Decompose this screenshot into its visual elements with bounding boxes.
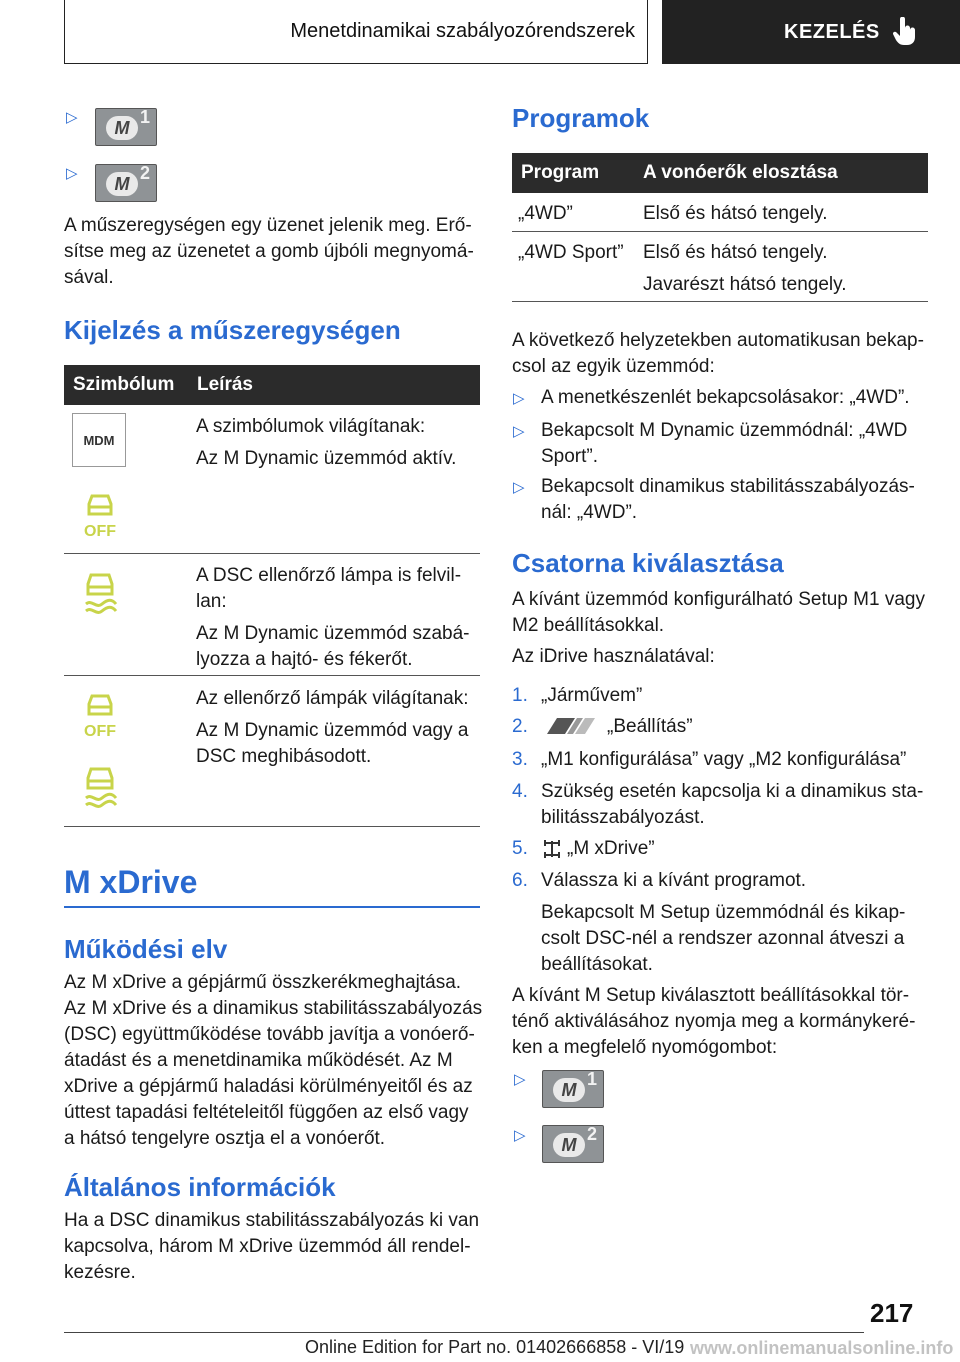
bullet-item — [541, 418, 907, 470]
text-line: a hátsó tengelyre osztja el a vonóerőt. — [64, 1128, 386, 1149]
text-line: kapcsolva, három M xDrive üzemmód áll rendel- — [64, 1236, 471, 1257]
m-letter: M — [553, 1078, 585, 1102]
svg-text:OFF: OFF — [84, 723, 116, 740]
auto-mode-paragraph — [512, 328, 924, 380]
idrive-intro: Az iDrive használatával: — [512, 646, 715, 667]
mdm-icon — [72, 413, 126, 467]
symbol-table-header — [64, 365, 480, 405]
bullet-marker-icon: ▷ — [513, 423, 525, 440]
text-line: lyozza a hajtó- és fékerőt. — [196, 649, 413, 670]
text-line: Bekapcsolt dinamikus stabilitásszabályozás- — [541, 476, 915, 497]
column-header-description: Leírás — [197, 374, 253, 395]
intro-paragraph — [64, 213, 474, 291]
symbol-row-3-description — [196, 686, 468, 770]
text-line: Bekapcsolt M Setup üzemmódnál és kikap- — [541, 902, 906, 923]
pointing-hand-icon — [892, 17, 918, 47]
heading-underline — [64, 906, 480, 908]
section-heading-programs: Programok — [512, 103, 650, 133]
text-line: A szimbólumok világítanak: — [196, 416, 426, 437]
header-section-title: Menetdinamikai szabályozórendszerek — [290, 20, 635, 42]
text-line: ken a megfelelő nyomógombot: — [512, 1037, 778, 1058]
text-line: Javarészt hátsó tengely. — [643, 274, 847, 295]
text-line: Ha a DSC dinamikus stabilitásszabályozás ki van — [64, 1210, 480, 1231]
m-letter: M — [106, 116, 138, 140]
text-line: bilitásszabályozást. — [541, 807, 705, 828]
m-letter: M — [553, 1133, 585, 1157]
dsc-warning-icon — [78, 760, 122, 810]
text-line: A következő helyzetekben automatikusan bekap- — [512, 330, 924, 351]
text-line: sítse meg az üzenetet a gomb újbóli megnyomá- — [64, 241, 474, 262]
text-line: xDrive a gépjármű haladási körülményeitől és az — [64, 1076, 473, 1097]
text-line: ténő aktiválásához nyomja meg a kormánykeré- — [512, 1011, 916, 1032]
text-line: Sport”. — [541, 446, 599, 467]
list-marker-icon: ▷ — [66, 165, 78, 182]
step-text — [541, 779, 923, 831]
edition-note: Online Edition for Part no. 01402666858 - VI/19 — [305, 1337, 685, 1357]
text-line: Az M Dynamic üzemmód aktív. — [196, 448, 457, 469]
m-stripes-icon — [545, 716, 597, 736]
text-line: Az ellenőrző lámpák világítanak: — [196, 688, 469, 709]
section-heading-display: Kijelzés a műszeregységen — [64, 315, 401, 345]
mdm-label: MDM — [83, 432, 115, 448]
m1-button-icon — [542, 1070, 604, 1108]
step-number: 2. — [512, 716, 528, 737]
step-text: „Járművem” — [541, 685, 643, 706]
list-marker-icon: ▷ — [514, 1071, 526, 1088]
section-heading-channel: Csatorna kiválasztása — [512, 548, 784, 578]
header-chapter-title: KEZELÉS — [784, 20, 880, 43]
channel-paragraph — [512, 587, 925, 639]
text-line: A kívánt M Setup kiválasztott beállításokkal tör- — [512, 985, 910, 1006]
table-divider — [512, 231, 928, 232]
text-line: (DSC) együttműködése tovább javítja a vonóerő- — [64, 1024, 475, 1045]
table-divider — [64, 675, 480, 676]
step-text: „Beállítás” — [607, 716, 693, 737]
column-header-distribution: A vonóerők elosztása — [643, 162, 838, 183]
step-text: „M xDrive” — [567, 838, 655, 859]
dsc-off-icon — [80, 486, 120, 540]
text-line: A menetkészenlét bekapcsolásakor: „4WD”. — [541, 387, 910, 408]
distribution-cell: Első és hátsó tengely. — [643, 203, 828, 224]
text-line: átadást és a menetdinamika működését. Az M — [64, 1050, 453, 1071]
text-line: beállításokat. — [541, 954, 653, 975]
list-marker-icon: ▷ — [514, 1127, 526, 1144]
text-line: Első és hátsó tengely. — [643, 242, 828, 263]
m-letter: M — [106, 172, 138, 196]
running-header-section — [64, 0, 648, 64]
text-line: A kívánt üzemmód konfigurálható Setup M1 vagy — [512, 589, 925, 610]
step-6-extra — [541, 900, 905, 978]
section-heading-general: Általános információk — [64, 1172, 336, 1202]
table-divider — [64, 826, 480, 827]
column-header-symbol: Szimbólum — [73, 374, 175, 395]
column-header-program: Program — [521, 162, 600, 183]
program-cell: „4WD” — [518, 203, 573, 224]
step-number: 3. — [512, 749, 528, 770]
m1-button-icon — [95, 108, 157, 146]
bullet-item — [541, 474, 915, 526]
text-line: Az M xDrive a gépjármű összkerékmeghajtása. — [64, 972, 462, 993]
list-marker-icon: ▷ — [66, 109, 78, 126]
symbol-row-1-description — [196, 414, 456, 472]
text-line: sával. — [64, 267, 114, 288]
store-paragraph — [512, 983, 915, 1061]
text-line: Az M xDrive és a dinamikus stabilitásszabályozás — [64, 998, 483, 1019]
general-paragraph — [64, 1208, 479, 1286]
m-number: 1 — [139, 107, 150, 127]
text-line: csolt DSC-nél a rendszer azonnal átveszi a — [541, 928, 905, 949]
text-line: A műszeregységen egy üzenet jelenik meg. Erő- — [64, 215, 472, 236]
table-divider — [512, 301, 928, 302]
text-line: Az M Dynamic üzemmód szabá- — [196, 623, 470, 644]
text-line: DSC meghibásodott. — [196, 746, 372, 767]
step-number: 4. — [512, 781, 528, 802]
bullet-marker-icon: ▷ — [513, 479, 525, 496]
section-heading-principle: Működési elv — [64, 934, 228, 964]
svg-text:OFF: OFF — [84, 523, 116, 540]
watermark: www.onlinemanualsonline.info — [690, 1338, 954, 1358]
chapter-heading-xdrive: M xDrive — [64, 864, 198, 900]
text-line: Bekapcsolt M Dynamic üzemmódnál: „4WD — [541, 420, 908, 441]
dsc-warning-icon — [78, 566, 122, 616]
step-number: 5. — [512, 838, 528, 859]
text-line: M2 beállításokkal. — [512, 615, 665, 636]
m2-button-icon — [542, 1125, 604, 1163]
text-line: kezésre. — [64, 1262, 136, 1283]
distribution-cell — [643, 240, 846, 298]
bullet-marker-icon: ▷ — [513, 390, 525, 407]
step-number: 1. — [512, 685, 528, 706]
m2-button-icon — [95, 164, 157, 202]
step-text: Válassza ki a kívánt programot. — [541, 870, 807, 891]
program-cell: „4WD Sport” — [518, 242, 624, 263]
principle-paragraph — [64, 970, 482, 1152]
symbol-row-2-description — [196, 563, 469, 673]
text-line: csol az egyik üzemmód: — [512, 356, 715, 377]
footer-rule — [64, 1332, 864, 1333]
text-line: Az M Dynamic üzemmód vagy a — [196, 720, 469, 741]
text-line: nál: „4WD”. — [541, 502, 638, 523]
text-line: úttest tapadási feltételeitől függően az első vagy — [64, 1102, 469, 1123]
text-line: A DSC ellenőrző lámpa is felvil- — [196, 565, 462, 586]
m-number: 2 — [586, 1124, 597, 1144]
table-divider — [64, 553, 480, 554]
text-line: lan: — [196, 591, 227, 612]
m-number: 2 — [139, 163, 150, 183]
bullet-item — [541, 385, 910, 411]
page-number: 217 — [870, 1298, 914, 1328]
m-number: 1 — [586, 1069, 597, 1089]
running-header-chapter — [662, 0, 960, 64]
drivetrain-icon — [543, 838, 561, 860]
program-table-header — [512, 153, 928, 193]
text-line: Szükség esetén kapcsolja ki a dinamikus sta- — [541, 781, 924, 802]
step-number: 6. — [512, 870, 528, 891]
step-text: „M1 konfigurálása” vagy „M2 konfigurálása” — [541, 749, 907, 770]
dsc-off-icon — [80, 686, 120, 740]
